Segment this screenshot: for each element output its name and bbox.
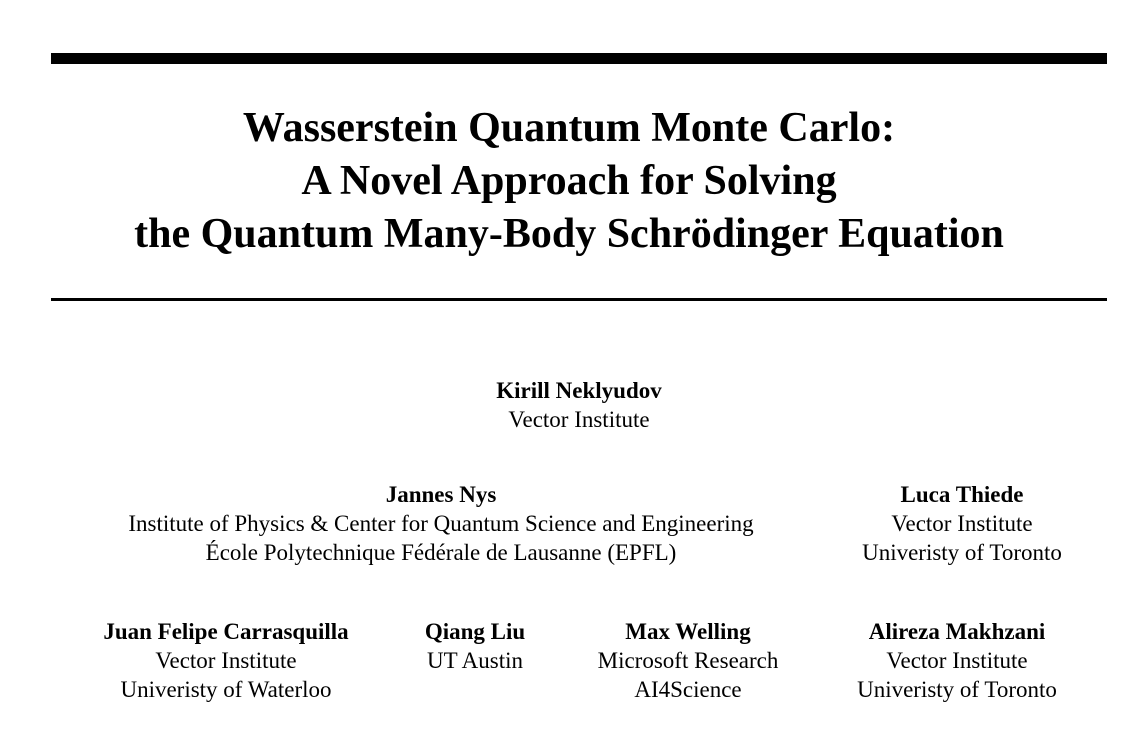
author-affiliation: UT Austin bbox=[426, 648, 524, 673]
author-affiliation: Vector Institute bbox=[508, 407, 650, 432]
title-line-1: Wasserstein Quantum Monte Carlo: bbox=[242, 105, 896, 151]
title-line-2: A Novel Approach for Solving bbox=[301, 158, 837, 204]
author-affiliation: Vector Institute bbox=[886, 648, 1028, 673]
author-name: Jannes Nys bbox=[385, 482, 497, 507]
author-affiliation: Univeristy of Toronto bbox=[857, 677, 1057, 702]
title-top-rule bbox=[51, 53, 1107, 64]
author-name: Luca Thiede bbox=[900, 482, 1024, 507]
title-line-3: the Quantum Many-Body Schrödinger Equation bbox=[134, 211, 1004, 257]
author-affiliation: Vector Institute bbox=[155, 648, 297, 673]
title-bottom-rule bbox=[51, 298, 1107, 301]
author-name: Juan Felipe Carrasquilla bbox=[103, 619, 349, 644]
author-block-welling bbox=[573, 617, 803, 704]
author-name: Alireza Makhzani bbox=[868, 619, 1046, 644]
author-affiliation: Univeristy of Toronto bbox=[862, 540, 1062, 565]
author-name: Max Welling bbox=[625, 619, 751, 644]
author-affiliation: Vector Institute bbox=[891, 511, 1033, 536]
paper-title bbox=[0, 102, 1138, 261]
author-block-nys bbox=[61, 480, 821, 567]
author-name: Qiang Liu bbox=[424, 619, 526, 644]
author-affiliation: Univeristy of Waterloo bbox=[120, 677, 332, 702]
author-name: Kirill Neklyudov bbox=[496, 378, 662, 403]
author-block-liu bbox=[400, 617, 550, 675]
author-block-neklyudov bbox=[429, 376, 729, 434]
author-block-thiede bbox=[842, 480, 1082, 567]
author-block-makhzani bbox=[837, 617, 1077, 704]
author-affiliation: Institute of Physics & Center for Quantum Science and Engineering bbox=[128, 511, 754, 536]
author-affiliation: AI4Science bbox=[634, 677, 742, 702]
author-block-carrasquilla bbox=[76, 617, 376, 704]
author-affiliation: Microsoft Research bbox=[597, 648, 779, 673]
author-affiliation: École Polytechnique Fédérale de Lausanne (EPFL) bbox=[205, 540, 677, 565]
